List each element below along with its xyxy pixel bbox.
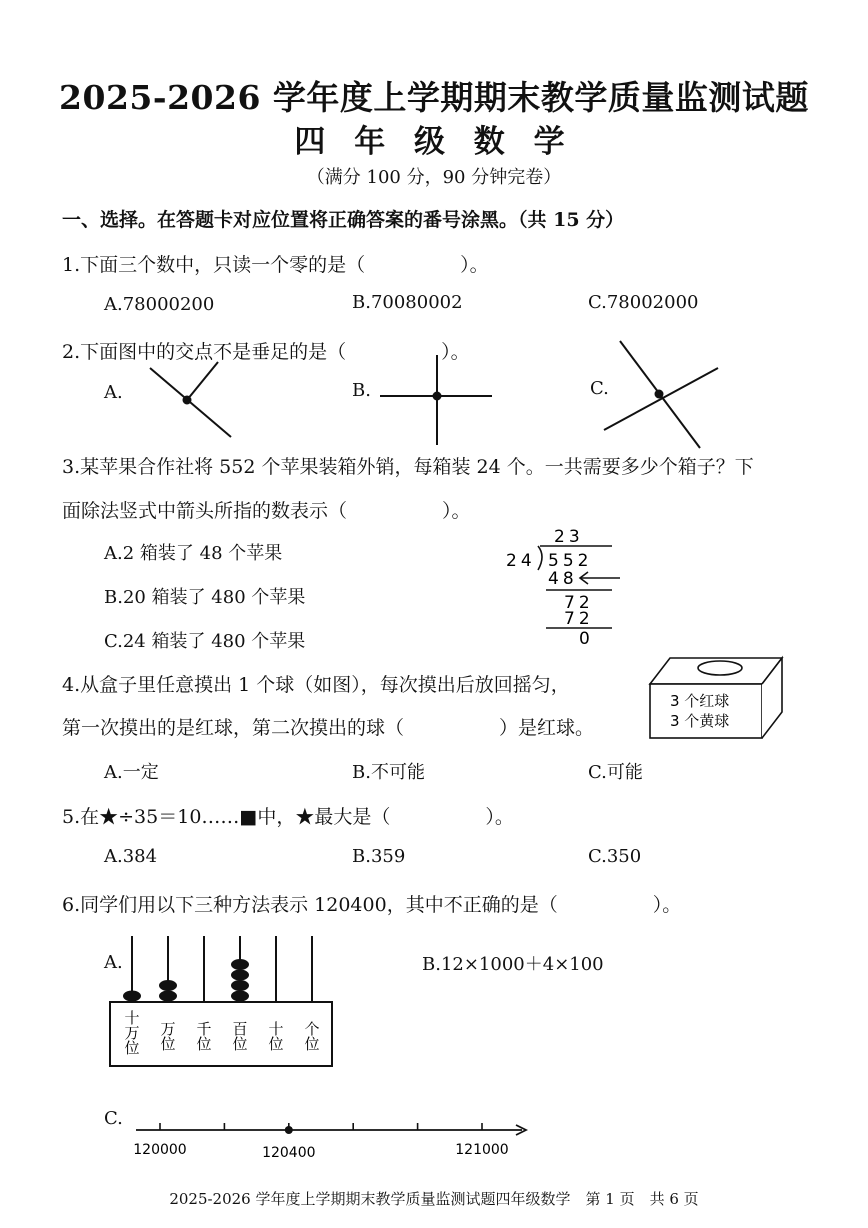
abacus-place-label: 位 [196, 1035, 212, 1053]
abacus-place-label: 百 [232, 1020, 248, 1038]
question-6-stem: 6.同学们用以下三种方法表示 120400，其中不正确的是（ ）。 [62, 894, 682, 916]
number-line-label: 121000 [455, 1142, 509, 1158]
abacus [100, 930, 340, 1070]
abacus-bead [159, 991, 177, 1002]
number-line [130, 1110, 540, 1170]
question-1-option-a: A.78000200 [104, 294, 215, 315]
division-bracket [538, 546, 542, 570]
question-1-stem: 1.下面三个数中，只读一个零的是（ ）。 [62, 254, 489, 276]
long-division [490, 522, 630, 652]
abacus-bead [123, 991, 141, 1002]
question-1-option-c: C.78002000 [588, 292, 699, 313]
question-3-option-b: B.20 箱装了 480 个苹果 [104, 587, 306, 608]
question-4-stem-line1: 4.从盒子里任意摸出 1 个球（如图），每次摸出后放回摇匀， [62, 674, 570, 696]
abacus-place-label: 位 [160, 1035, 176, 1053]
abacus-bead [231, 970, 249, 981]
question-6-option-b: B.12×1000＋4×100 [422, 954, 604, 975]
division-remainder2: 0 [579, 629, 590, 649]
question-3-stem-line2: 面除法竖式中箭头所指的数表示（ ）。 [62, 500, 471, 522]
question-4-option-b: B.不可能 [352, 762, 425, 783]
question-2-option-a: A. [104, 382, 123, 403]
question-5-option-a: A.384 [104, 846, 158, 867]
figure-a-lines [150, 362, 231, 437]
abacus-place-label: 位 [232, 1035, 248, 1053]
division-divisor: 24 [506, 551, 536, 571]
question-5-option-c: C.350 [588, 846, 642, 867]
question-5-stem: 5.在★÷35＝10……■中，★最大是（ ）。 [62, 806, 514, 828]
division-step2: 72 [564, 609, 594, 629]
question-3-option-c: C.24 箱装了 480 个苹果 [104, 631, 306, 652]
abacus-place-label: 千 [196, 1020, 212, 1038]
question-5-option-b: B.359 [352, 846, 406, 867]
figure-b-lines [380, 355, 492, 445]
number-line-point [285, 1126, 293, 1134]
ball-box [648, 654, 788, 744]
question-1-option-b: B.70080002 [352, 292, 463, 313]
abacus-bead [231, 980, 249, 991]
division-remainder1: 72 [564, 593, 594, 613]
question-6-option-a: A. [104, 952, 123, 973]
section-heading: 一、选择。在答题卡对应位置将正确答案的番号涂黑。（共 15 分） [62, 209, 625, 231]
abacus-bead [231, 959, 249, 970]
question-3-option-a: A.2 箱装了 48 个苹果 [104, 543, 283, 564]
number-line-label: 120400 [262, 1145, 316, 1161]
question-4-option-a: A.一定 [104, 762, 159, 783]
box-hole [698, 661, 742, 675]
page-title: 2025-2026 学年度上学期期末教学质量监测试题 [59, 78, 809, 117]
abacus-place-label: 万 [124, 1024, 140, 1042]
box-red-balls: 3 个红球 [670, 692, 730, 710]
abacus-bead [159, 980, 177, 991]
abacus-place-label: 万 [160, 1020, 176, 1038]
page-footer: 2025-2026 学年度上学期期末教学质量监测试题四年级数学 第 1 页 共 6 页 [169, 1190, 699, 1208]
abacus-place-label: 位 [268, 1035, 284, 1053]
abacus-place-label: 十 [268, 1020, 284, 1038]
figure-c-lines [604, 341, 718, 448]
division-step1: 48 [548, 569, 578, 589]
box-yellow-balls: 3 个黄球 [670, 712, 730, 730]
abacus-place-label: 位 [124, 1039, 140, 1057]
division-quotient: 23 [554, 527, 584, 547]
abacus-place-label: 个 [304, 1020, 320, 1038]
abacus-base [110, 1002, 332, 1066]
abacus-place-label: 十 [124, 1009, 140, 1027]
question-4-stem-line2: 第一次摸出的是红球，第二次摸出的球（ ）是红球。 [62, 717, 595, 739]
question-3-stem-line1: 3.某苹果合作社将 552 个苹果装箱外销，每箱装 24 个。一共需要多少个箱子？下 [62, 456, 754, 478]
exam-note: （满分 100 分，90 分钟完卷） [306, 167, 562, 188]
question-2-stem: 2.下面图中的交点不是垂足的是（ ）。 [62, 341, 470, 363]
abacus-bead [231, 991, 249, 1002]
question-2-option-b: B. [352, 380, 371, 401]
abacus-place-label: 位 [304, 1035, 320, 1053]
question-6-option-c: C. [104, 1108, 123, 1129]
number-line-label: 120000 [133, 1142, 187, 1158]
division-dividend: 552 [548, 551, 593, 571]
question-4-option-c: C.可能 [588, 762, 643, 783]
page-subtitle: 四 年 级 数 学 [294, 124, 574, 160]
question-2-option-c: C. [590, 378, 609, 399]
